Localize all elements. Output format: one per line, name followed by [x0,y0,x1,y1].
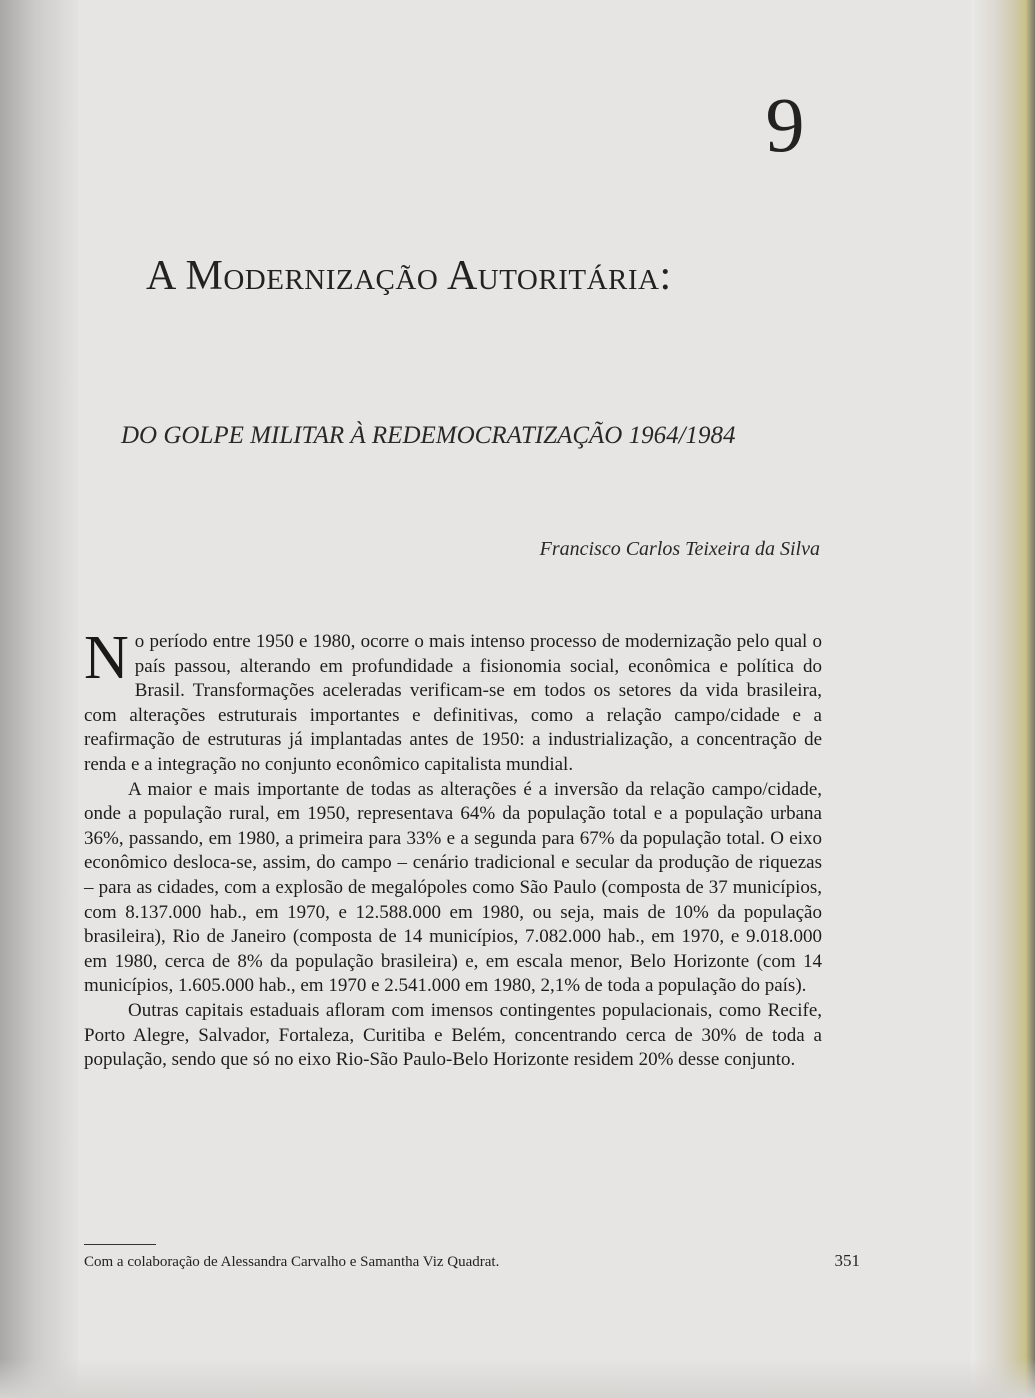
body-text [84,624,822,1073]
paragraph-1-text: o período entre 1950 e 1980, ocorre o mais intenso processo de modernização pelo qual o país passou, alterando em profundidade a fisionomia social, econômica e política do Brasil. Transformações aceleradas verificam-se em todos os setores da vida brasileira, com alterações estruturais importantes e definitivas, como a relação campo/cidade e a reafirmação de estruturas já implantadas antes de 1950: a industrialização, a concentração de renda e a integração no conjunto econômico capitalista mundial. [84,631,822,775]
page-number: 351 [834,1251,860,1270]
chapter-subtitle: DO GOLPE MILITAR À REDEMOCRATIZAÇÃO 1964/1984 [121,422,736,449]
chapter-author: Francisco Carlos Teixeira da Silva [539,538,820,560]
drop-cap: N [84,624,129,692]
chapter-title: A Modernização Autoritária: [146,253,672,299]
footnote: Com a colaboração de Alessandra Carvalho e Samantha Viz Quadrat. [84,1254,500,1270]
paragraph-2: A maior e mais importante de todas as alterações é a inversão da relação campo/cidade, onde a população rural, em 1950, representava 64% da população total e a população urbana 36%, passando, em 1980, a primeira para 33% e a segunda para 67% da população total. O eixo econômico desloca-se, assim, do campo – cenário tradicional e secular da produção de riquezas – para as cidades, com a explosão de megalópoles como São Paulo (composta de 37 municípios, com 8.137.000 hab., em 1970, e 12.588.000 em 1980, ou seja, mais de 10% da população brasileira), Rio de Janeiro (composta de 14 municípios, 7.082.000 hab., em 1970, e 9.018.000 em 1980, cerca de 8% da população brasileira) e, em escala menor, Belo Horizonte (com 14 municípios, 1.605.000 hab., em 1970 e 2.541.000 em 1980, 2,1% de toda a população do país). [84,778,822,997]
chapter-number: 9 [765,81,805,168]
paragraph-3: Outras capitais estaduais afloram com imensos contingentes populacionais, como Recife, Porto Alegre, Salvador, Fortaleza, Curitiba e Belém, concentrando cerca de 30% de toda a população, sendo que só no eixo Rio-São Paulo-Belo Horizonte residem 20% desse conjunto. [84,999,822,1071]
footnote-rule [84,1244,156,1245]
paragraph-1 [84,624,822,778]
